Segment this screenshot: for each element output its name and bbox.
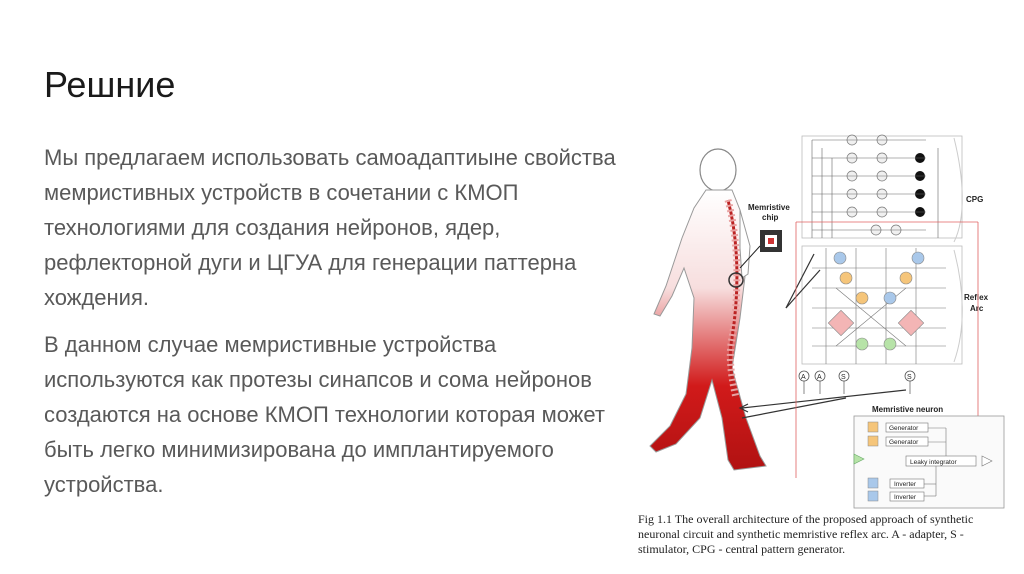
svg-text:Generator: Generator <box>889 425 919 432</box>
figure-caption: Fig 1.1 The overall architecture of the proposed approach of synthetic neuronal circuit and synthetic memristive reflex arc. A - adapter, S - stimulator, CPG - central pattern generator. <box>638 512 974 556</box>
architecture-diagram <box>636 118 1020 513</box>
svg-text:Leaky integrator: Leaky integrator <box>910 459 957 466</box>
svg-text:Memristive: Memristive <box>748 203 790 212</box>
svg-text:Memristive neuron: Memristive neuron <box>872 405 944 414</box>
svg-text:S: S <box>907 374 912 381</box>
slide-body <box>44 140 624 514</box>
svg-text:CPG: CPG <box>966 195 984 204</box>
signal-arrows <box>740 254 906 418</box>
cpg-block <box>802 135 983 242</box>
svg-text:Reflex: Reflex <box>964 293 989 302</box>
svg-text:Inverter: Inverter <box>894 494 917 501</box>
reflex-arc-block <box>802 246 989 364</box>
human-silhouette <box>650 149 766 470</box>
svg-text:chip: chip <box>762 213 779 222</box>
svg-text:A: A <box>817 374 822 381</box>
paragraph-implementation: В данном случае мемристивные устройства используются как протезы синапсов и сома нейронов создаются на основе КМОП технологии которая может быть легко минимизирована до имплантируемого устройства. <box>44 332 605 497</box>
svg-text:S: S <box>841 374 846 381</box>
architecture-figure <box>636 118 1020 568</box>
paragraph-proposal: Мы предлагаем использовать самоадаптиыне свойства мемристивных устройств в сочетании с КМОП технологиями для создания нейронов, ядер, рефлекторной дуги и ЦГУА для генерации паттерна хождения. <box>44 145 616 310</box>
slide-title: Решние <box>44 64 176 105</box>
memristive-neuron-block <box>854 405 1004 508</box>
svg-text:Generator: Generator <box>889 439 919 446</box>
svg-text:Arc: Arc <box>970 304 984 313</box>
svg-text:Inverter: Inverter <box>894 481 917 488</box>
svg-text:A: A <box>801 374 806 381</box>
